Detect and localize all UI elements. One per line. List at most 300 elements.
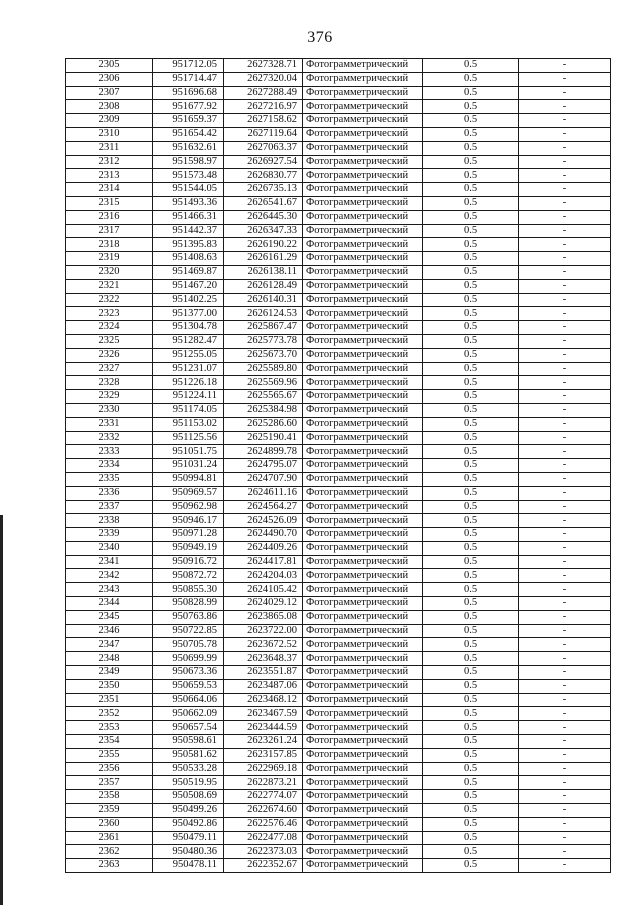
note-cell: - <box>519 431 611 445</box>
y-coordinate-cell: 2627328.71 <box>224 59 303 73</box>
x-coordinate-cell: 950508.69 <box>153 790 224 804</box>
table-row <box>66 127 611 141</box>
accuracy-cell: 0.5 <box>423 624 519 638</box>
method-cell: Фотограмметрический <box>303 224 423 238</box>
point-number-cell: 2341 <box>66 555 153 569</box>
method-cell: Фотограмметрический <box>303 624 423 638</box>
method-cell: Фотограмметрический <box>303 748 423 762</box>
point-number-cell: 2342 <box>66 569 153 583</box>
point-number-cell: 2331 <box>66 417 153 431</box>
x-coordinate-cell: 951632.61 <box>153 141 224 155</box>
accuracy-cell: 0.5 <box>423 279 519 293</box>
table-row <box>66 693 611 707</box>
accuracy-cell: 0.5 <box>423 321 519 335</box>
y-coordinate-cell: 2626140.31 <box>224 293 303 307</box>
point-number-cell: 2311 <box>66 141 153 155</box>
accuracy-cell: 0.5 <box>423 238 519 252</box>
table-row <box>66 624 611 638</box>
table-row <box>66 252 611 266</box>
table-row <box>66 114 611 128</box>
method-cell: Фотограмметрический <box>303 127 423 141</box>
point-number-cell: 2320 <box>66 265 153 279</box>
accuracy-cell: 0.5 <box>423 597 519 611</box>
x-coordinate-cell: 951153.02 <box>153 417 224 431</box>
table-row <box>66 86 611 100</box>
note-cell: - <box>519 735 611 749</box>
accuracy-cell: 0.5 <box>423 224 519 238</box>
x-coordinate-cell: 951224.11 <box>153 390 224 404</box>
x-coordinate-cell: 950971.28 <box>153 528 224 542</box>
accuracy-cell: 0.5 <box>423 403 519 417</box>
y-coordinate-cell: 2622373.03 <box>224 845 303 859</box>
method-cell: Фотограмметрический <box>303 431 423 445</box>
x-coordinate-cell: 951654.42 <box>153 127 224 141</box>
accuracy-cell: 0.5 <box>423 114 519 128</box>
y-coordinate-cell: 2626445.30 <box>224 210 303 224</box>
note-cell: - <box>519 514 611 528</box>
method-cell: Фотограмметрический <box>303 472 423 486</box>
point-number-cell: 2362 <box>66 845 153 859</box>
y-coordinate-cell: 2623468.12 <box>224 693 303 707</box>
y-coordinate-cell: 2625565.67 <box>224 390 303 404</box>
x-coordinate-cell: 951712.05 <box>153 59 224 73</box>
y-coordinate-cell: 2622674.60 <box>224 804 303 818</box>
note-cell: - <box>519 721 611 735</box>
accuracy-cell: 0.5 <box>423 845 519 859</box>
note-cell: - <box>519 183 611 197</box>
method-cell: Фотограмметрический <box>303 362 423 376</box>
accuracy-cell: 0.5 <box>423 555 519 569</box>
table-row <box>66 859 611 873</box>
accuracy-cell: 0.5 <box>423 293 519 307</box>
point-number-cell: 2351 <box>66 693 153 707</box>
note-cell: - <box>519 693 611 707</box>
x-coordinate-cell: 950662.09 <box>153 707 224 721</box>
table-row <box>66 307 611 321</box>
point-number-cell: 2315 <box>66 196 153 210</box>
table-row <box>66 417 611 431</box>
accuracy-cell: 0.5 <box>423 817 519 831</box>
x-coordinate-cell: 951659.37 <box>153 114 224 128</box>
x-coordinate-cell: 950828.99 <box>153 597 224 611</box>
note-cell: - <box>519 403 611 417</box>
point-number-cell: 2316 <box>66 210 153 224</box>
y-coordinate-cell: 2624029.12 <box>224 597 303 611</box>
method-cell: Фотограмметрический <box>303 403 423 417</box>
x-coordinate-cell: 951677.92 <box>153 100 224 114</box>
accuracy-cell: 0.5 <box>423 610 519 624</box>
x-coordinate-cell: 951231.07 <box>153 362 224 376</box>
point-number-cell: 2349 <box>66 666 153 680</box>
x-coordinate-cell: 951395.83 <box>153 238 224 252</box>
accuracy-cell: 0.5 <box>423 583 519 597</box>
accuracy-cell: 0.5 <box>423 141 519 155</box>
table-row <box>66 334 611 348</box>
point-number-cell: 2328 <box>66 376 153 390</box>
y-coordinate-cell: 2624490.70 <box>224 528 303 542</box>
note-cell: - <box>519 127 611 141</box>
table-row <box>66 555 611 569</box>
method-cell: Фотограмметрический <box>303 307 423 321</box>
y-coordinate-cell: 2626541.67 <box>224 196 303 210</box>
note-cell: - <box>519 707 611 721</box>
table-row <box>66 831 611 845</box>
y-coordinate-cell: 2623551.87 <box>224 666 303 680</box>
x-coordinate-cell: 951714.47 <box>153 72 224 86</box>
point-number-cell: 2318 <box>66 238 153 252</box>
table-row <box>66 486 611 500</box>
y-coordinate-cell: 2626124.53 <box>224 307 303 321</box>
method-cell: Фотограмметрический <box>303 804 423 818</box>
x-coordinate-cell: 950962.98 <box>153 500 224 514</box>
accuracy-cell: 0.5 <box>423 735 519 749</box>
x-coordinate-cell: 950519.95 <box>153 776 224 790</box>
x-coordinate-cell: 951125.56 <box>153 431 224 445</box>
method-cell: Фотограмметрический <box>303 514 423 528</box>
note-cell: - <box>519 169 611 183</box>
y-coordinate-cell: 2623157.85 <box>224 748 303 762</box>
note-cell: - <box>519 486 611 500</box>
table-row <box>66 790 611 804</box>
note-cell: - <box>519 279 611 293</box>
table-row <box>66 500 611 514</box>
x-coordinate-cell: 951226.18 <box>153 376 224 390</box>
point-number-cell: 2356 <box>66 762 153 776</box>
table-row <box>66 155 611 169</box>
table-row <box>66 817 611 831</box>
method-cell: Фотограмметрический <box>303 293 423 307</box>
y-coordinate-cell: 2627320.04 <box>224 72 303 86</box>
accuracy-cell: 0.5 <box>423 417 519 431</box>
y-coordinate-cell: 2623487.06 <box>224 679 303 693</box>
accuracy-cell: 0.5 <box>423 638 519 652</box>
note-cell: - <box>519 390 611 404</box>
accuracy-cell: 0.5 <box>423 500 519 514</box>
note-cell: - <box>519 196 611 210</box>
point-number-cell: 2317 <box>66 224 153 238</box>
note-cell: - <box>519 472 611 486</box>
y-coordinate-cell: 2627063.37 <box>224 141 303 155</box>
coordinates-table-wrapper <box>65 58 611 873</box>
note-cell: - <box>519 265 611 279</box>
method-cell: Фотограмметрический <box>303 334 423 348</box>
y-coordinate-cell: 2623444.59 <box>224 721 303 735</box>
table-row <box>66 362 611 376</box>
x-coordinate-cell: 950581.62 <box>153 748 224 762</box>
method-cell: Фотограмметрический <box>303 555 423 569</box>
table-row <box>66 196 611 210</box>
point-number-cell: 2338 <box>66 514 153 528</box>
x-coordinate-cell: 950705.78 <box>153 638 224 652</box>
point-number-cell: 2323 <box>66 307 153 321</box>
method-cell: Фотограмметрический <box>303 238 423 252</box>
note-cell: - <box>519 252 611 266</box>
method-cell: Фотограмметрический <box>303 445 423 459</box>
method-cell: Фотограмметрический <box>303 169 423 183</box>
table-row <box>66 459 611 473</box>
method-cell: Фотограмметрический <box>303 735 423 749</box>
method-cell: Фотограмметрический <box>303 321 423 335</box>
table-row <box>66 762 611 776</box>
x-coordinate-cell: 950673.36 <box>153 666 224 680</box>
method-cell: Фотограмметрический <box>303 390 423 404</box>
point-number-cell: 2308 <box>66 100 153 114</box>
note-cell: - <box>519 334 611 348</box>
x-coordinate-cell: 950478.11 <box>153 859 224 873</box>
table-row <box>66 528 611 542</box>
y-coordinate-cell: 2622576.46 <box>224 817 303 831</box>
method-cell: Фотограмметрический <box>303 86 423 100</box>
method-cell: Фотограмметрический <box>303 569 423 583</box>
table-row <box>66 569 611 583</box>
accuracy-cell: 0.5 <box>423 804 519 818</box>
x-coordinate-cell: 951469.87 <box>153 265 224 279</box>
method-cell: Фотограмметрический <box>303 831 423 845</box>
y-coordinate-cell: 2626927.54 <box>224 155 303 169</box>
point-number-cell: 2313 <box>66 169 153 183</box>
table-row <box>66 279 611 293</box>
x-coordinate-cell: 950499.26 <box>153 804 224 818</box>
point-number-cell: 2326 <box>66 348 153 362</box>
x-coordinate-cell: 950855.30 <box>153 583 224 597</box>
y-coordinate-cell: 2625286.60 <box>224 417 303 431</box>
accuracy-cell: 0.5 <box>423 486 519 500</box>
accuracy-cell: 0.5 <box>423 472 519 486</box>
point-number-cell: 2363 <box>66 859 153 873</box>
point-number-cell: 2357 <box>66 776 153 790</box>
note-cell: - <box>519 845 611 859</box>
accuracy-cell: 0.5 <box>423 348 519 362</box>
accuracy-cell: 0.5 <box>423 679 519 693</box>
y-coordinate-cell: 2623261.24 <box>224 735 303 749</box>
x-coordinate-cell: 951696.68 <box>153 86 224 100</box>
y-coordinate-cell: 2625589.80 <box>224 362 303 376</box>
note-cell: - <box>519 569 611 583</box>
note-cell: - <box>519 804 611 818</box>
y-coordinate-cell: 2623672.52 <box>224 638 303 652</box>
page-number: 376 <box>307 29 333 46</box>
accuracy-cell: 0.5 <box>423 265 519 279</box>
point-number-cell: 2359 <box>66 804 153 818</box>
note-cell: - <box>519 652 611 666</box>
method-cell: Фотограмметрический <box>303 528 423 542</box>
y-coordinate-cell: 2624564.27 <box>224 500 303 514</box>
x-coordinate-cell: 950763.86 <box>153 610 224 624</box>
note-cell: - <box>519 362 611 376</box>
table-row <box>66 776 611 790</box>
y-coordinate-cell: 2626128.49 <box>224 279 303 293</box>
table-row <box>66 472 611 486</box>
method-cell: Фотограмметрический <box>303 59 423 73</box>
note-cell: - <box>519 679 611 693</box>
table-row <box>66 348 611 362</box>
note-cell: - <box>519 859 611 873</box>
y-coordinate-cell: 2626830.77 <box>224 169 303 183</box>
table-row <box>66 390 611 404</box>
y-coordinate-cell: 2624795.07 <box>224 459 303 473</box>
method-cell: Фотограмметрический <box>303 610 423 624</box>
point-number-cell: 2355 <box>66 748 153 762</box>
table-row <box>66 403 611 417</box>
y-coordinate-cell: 2624105.42 <box>224 583 303 597</box>
y-coordinate-cell: 2622352.67 <box>224 859 303 873</box>
x-coordinate-cell: 951282.47 <box>153 334 224 348</box>
method-cell: Фотограмметрический <box>303 155 423 169</box>
x-coordinate-cell: 951467.20 <box>153 279 224 293</box>
accuracy-cell: 0.5 <box>423 183 519 197</box>
x-coordinate-cell: 951466.31 <box>153 210 224 224</box>
x-coordinate-cell: 951408.63 <box>153 252 224 266</box>
x-coordinate-cell: 950657.54 <box>153 721 224 735</box>
note-cell: - <box>519 555 611 569</box>
accuracy-cell: 0.5 <box>423 790 519 804</box>
table-row <box>66 321 611 335</box>
x-coordinate-cell: 951493.36 <box>153 196 224 210</box>
x-coordinate-cell: 950699.99 <box>153 652 224 666</box>
note-cell: - <box>519 500 611 514</box>
method-cell: Фотограмметрический <box>303 348 423 362</box>
x-coordinate-cell: 950479.11 <box>153 831 224 845</box>
accuracy-cell: 0.5 <box>423 707 519 721</box>
table-row <box>66 610 611 624</box>
point-number-cell: 2310 <box>66 127 153 141</box>
table-row <box>66 583 611 597</box>
y-coordinate-cell: 2624707.90 <box>224 472 303 486</box>
accuracy-cell: 0.5 <box>423 528 519 542</box>
x-coordinate-cell: 950533.28 <box>153 762 224 776</box>
point-number-cell: 2306 <box>66 72 153 86</box>
point-number-cell: 2343 <box>66 583 153 597</box>
note-cell: - <box>519 100 611 114</box>
table-row <box>66 210 611 224</box>
point-number-cell: 2319 <box>66 252 153 266</box>
table-row <box>66 445 611 459</box>
table-row <box>66 679 611 693</box>
x-coordinate-cell: 950872.72 <box>153 569 224 583</box>
method-cell: Фотограмметрический <box>303 790 423 804</box>
accuracy-cell: 0.5 <box>423 569 519 583</box>
table-row <box>66 845 611 859</box>
accuracy-cell: 0.5 <box>423 307 519 321</box>
y-coordinate-cell: 2622774.07 <box>224 790 303 804</box>
y-coordinate-cell: 2627216.97 <box>224 100 303 114</box>
table-row <box>66 100 611 114</box>
method-cell: Фотограмметрический <box>303 776 423 790</box>
x-coordinate-cell: 951255.05 <box>153 348 224 362</box>
note-cell: - <box>519 321 611 335</box>
accuracy-cell: 0.5 <box>423 666 519 680</box>
table-row <box>66 72 611 86</box>
note-cell: - <box>519 238 611 252</box>
x-coordinate-cell: 951174.05 <box>153 403 224 417</box>
point-number-cell: 2332 <box>66 431 153 445</box>
method-cell: Фотограмметрический <box>303 417 423 431</box>
y-coordinate-cell: 2624899.78 <box>224 445 303 459</box>
point-number-cell: 2307 <box>66 86 153 100</box>
y-coordinate-cell: 2626347.33 <box>224 224 303 238</box>
y-coordinate-cell: 2627288.49 <box>224 86 303 100</box>
method-cell: Фотограмметрический <box>303 845 423 859</box>
note-cell: - <box>519 293 611 307</box>
accuracy-cell: 0.5 <box>423 514 519 528</box>
y-coordinate-cell: 2625384.98 <box>224 403 303 417</box>
point-number-cell: 2340 <box>66 541 153 555</box>
table-row <box>66 265 611 279</box>
table-row <box>66 748 611 762</box>
accuracy-cell: 0.5 <box>423 652 519 666</box>
note-cell: - <box>519 597 611 611</box>
y-coordinate-cell: 2626190.22 <box>224 238 303 252</box>
table-row <box>66 707 611 721</box>
note-cell: - <box>519 210 611 224</box>
accuracy-cell: 0.5 <box>423 859 519 873</box>
point-number-cell: 2354 <box>66 735 153 749</box>
table-row <box>66 666 611 680</box>
method-cell: Фотограмметрический <box>303 376 423 390</box>
note-cell: - <box>519 307 611 321</box>
note-cell: - <box>519 459 611 473</box>
note-cell: - <box>519 610 611 624</box>
method-cell: Фотограмметрический <box>303 762 423 776</box>
method-cell: Фотограмметрический <box>303 859 423 873</box>
accuracy-cell: 0.5 <box>423 362 519 376</box>
y-coordinate-cell: 2623648.37 <box>224 652 303 666</box>
y-coordinate-cell: 2627119.64 <box>224 127 303 141</box>
method-cell: Фотограмметрический <box>303 114 423 128</box>
accuracy-cell: 0.5 <box>423 72 519 86</box>
method-cell: Фотограмметрический <box>303 279 423 293</box>
note-cell: - <box>519 541 611 555</box>
method-cell: Фотограмметрический <box>303 817 423 831</box>
note-cell: - <box>519 583 611 597</box>
x-coordinate-cell: 950664.06 <box>153 693 224 707</box>
y-coordinate-cell: 2622969.18 <box>224 762 303 776</box>
accuracy-cell: 0.5 <box>423 252 519 266</box>
method-cell: Фотограмметрический <box>303 707 423 721</box>
method-cell: Фотограмметрический <box>303 210 423 224</box>
method-cell: Фотограмметрический <box>303 721 423 735</box>
x-coordinate-cell: 951377.00 <box>153 307 224 321</box>
x-coordinate-cell: 951402.25 <box>153 293 224 307</box>
method-cell: Фотограмметрический <box>303 541 423 555</box>
accuracy-cell: 0.5 <box>423 541 519 555</box>
y-coordinate-cell: 2623722.00 <box>224 624 303 638</box>
method-cell: Фотограмметрический <box>303 583 423 597</box>
note-cell: - <box>519 417 611 431</box>
y-coordinate-cell: 2623865.08 <box>224 610 303 624</box>
note-cell: - <box>519 666 611 680</box>
y-coordinate-cell: 2625569.96 <box>224 376 303 390</box>
method-cell: Фотограмметрический <box>303 500 423 514</box>
note-cell: - <box>519 59 611 73</box>
x-coordinate-cell: 950969.57 <box>153 486 224 500</box>
x-coordinate-cell: 950949.19 <box>153 541 224 555</box>
point-number-cell: 2321 <box>66 279 153 293</box>
table-row <box>66 376 611 390</box>
accuracy-cell: 0.5 <box>423 86 519 100</box>
accuracy-cell: 0.5 <box>423 431 519 445</box>
method-cell: Фотограмметрический <box>303 666 423 680</box>
accuracy-cell: 0.5 <box>423 59 519 73</box>
note-cell: - <box>519 141 611 155</box>
point-number-cell: 2314 <box>66 183 153 197</box>
accuracy-cell: 0.5 <box>423 831 519 845</box>
x-coordinate-cell: 950480.36 <box>153 845 224 859</box>
y-coordinate-cell: 2626161.29 <box>224 252 303 266</box>
point-number-cell: 2334 <box>66 459 153 473</box>
table-row <box>66 224 611 238</box>
note-cell: - <box>519 86 611 100</box>
